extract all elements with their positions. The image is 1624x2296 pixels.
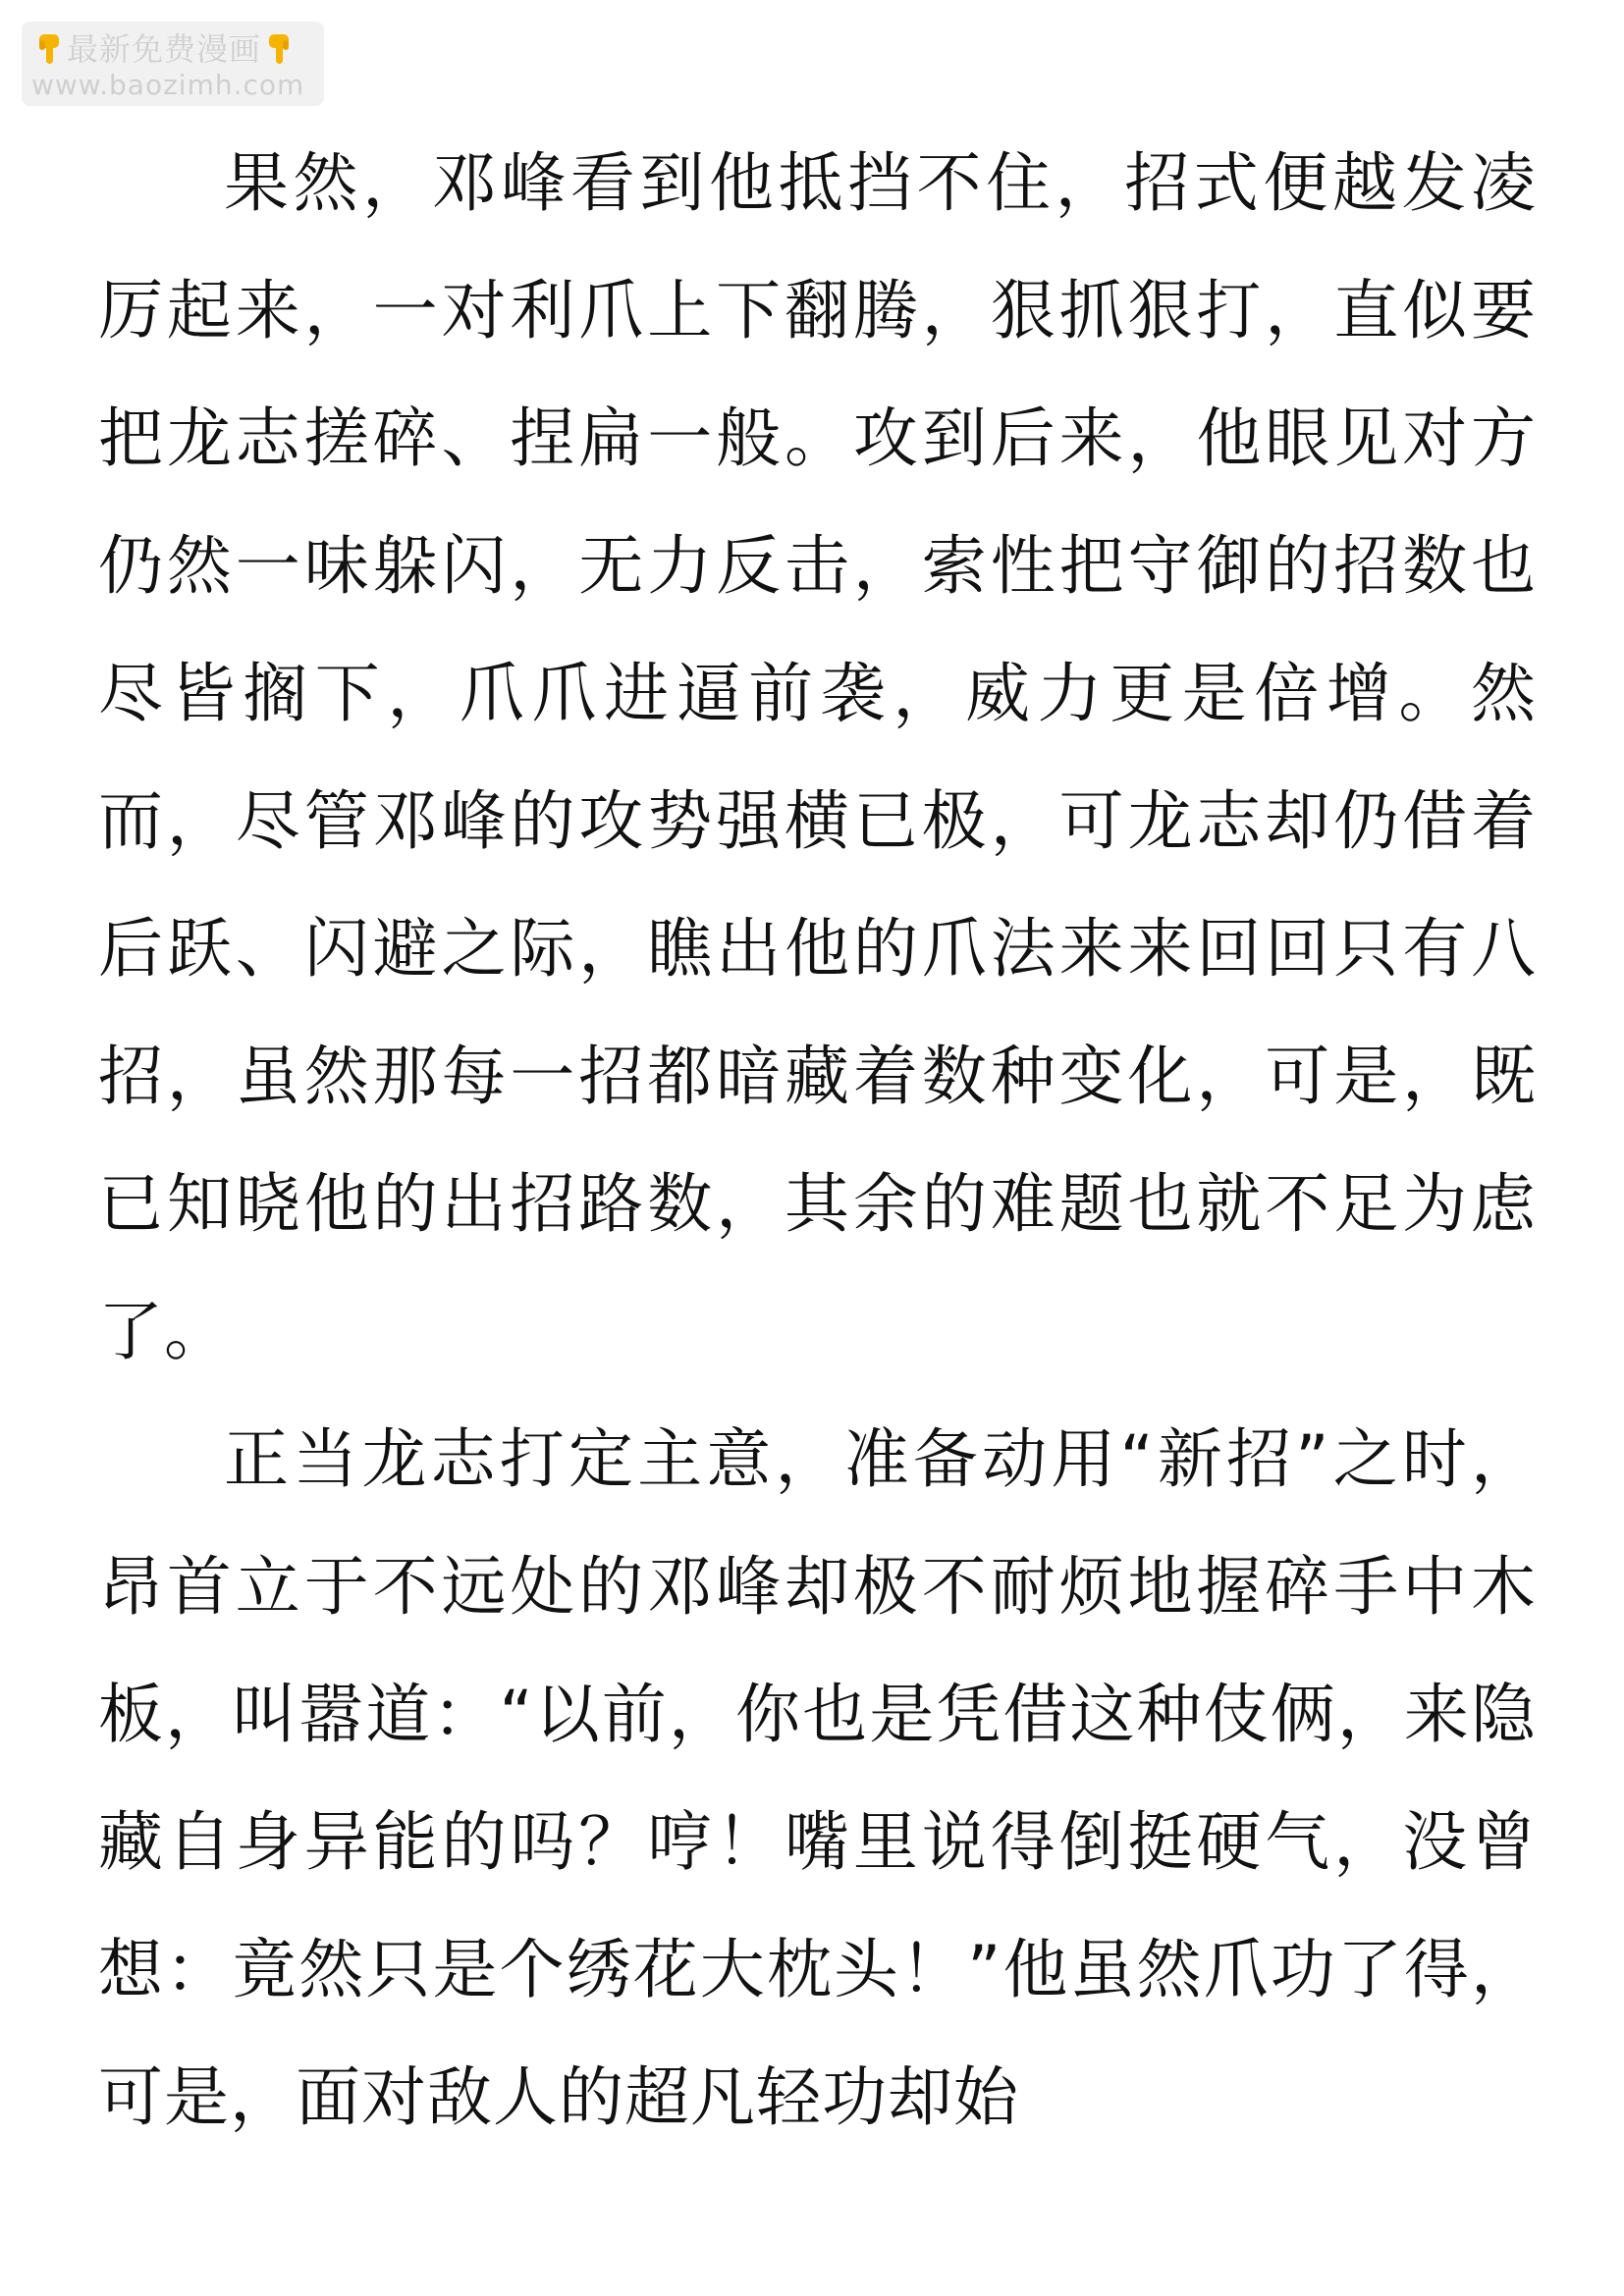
pointing-down-hand-icon <box>265 32 293 66</box>
pointing-down-hand-icon <box>35 32 63 66</box>
page-body-text <box>98 120 1537 2162</box>
watermark-title: 最新免费漫画 <box>67 30 262 68</box>
paragraph: 果然，邓峰看到他抵挡不住，招式便越发凌厉起来，一对利爪上下翻腾，狠抓狠打，直似要把龙志搓碎、捏扁一般。攻到后来，他眼见对方仍然一味躲闪，无力反击，索性把守御的招数也尽皆搁下，爪爪进逼前袭，威力更是倍增。然而，尽管邓峰的攻势强横已极，可龙志却仍借着后跃、闪避之际，瞧出他的爪法来来回回只有八招，虽然那每一招都暗藏着数种变化，可是，既已知晓他的出招路数，其余的难题也就不足为虑了。 <box>98 145 1537 1369</box>
paragraph: 正当龙志打定主意，准备动用“新招”之时，昂首立于不远处的邓峰却极不耐烦地握碎手中木板，叫嚣道：“以前，你也是凭借这种伎俩，来隐藏自身异能的吗？哼！嘴里说得倒挺硬气，没曾想：竟然只是个绣花大枕头！”他虽然爪功了得，可是，面对敌人的超凡轻功却始 <box>98 1421 1537 2135</box>
watermark-badge <box>22 22 324 106</box>
watermark-top-row <box>31 29 314 69</box>
watermark-url: www.baozimh.com <box>31 69 305 101</box>
